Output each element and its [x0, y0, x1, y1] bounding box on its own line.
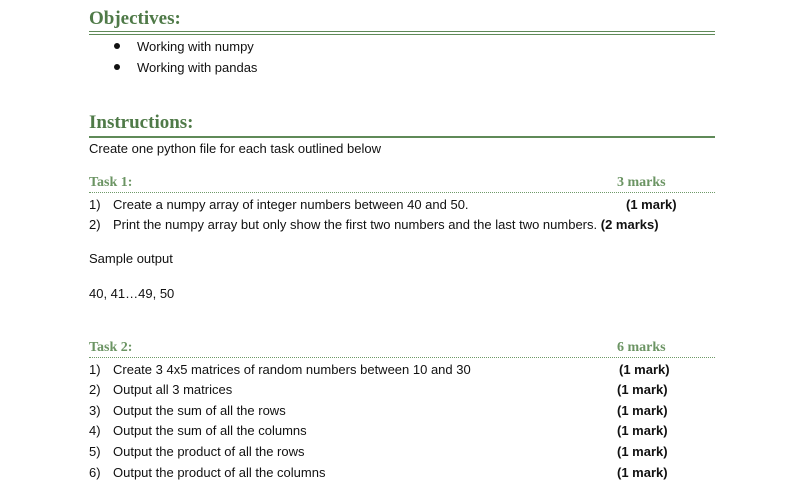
task2-title: Task 2:	[89, 340, 133, 355]
task1-item-mark: (2 marks)	[600, 217, 659, 232]
task1-title: Task 1:	[89, 175, 133, 190]
task2-item-number: 3)	[89, 403, 101, 418]
task1-item-text: Create a numpy array of integer numbers between 40 and 50.	[113, 197, 469, 212]
task1-item-mark: (1 mark)	[626, 197, 677, 212]
task2-item-text: Output the product of all the columns	[113, 465, 326, 480]
objectives-divider	[89, 31, 715, 35]
task2-item-mark: (1 mark)	[617, 465, 668, 480]
task2-item-mark: (1 mark)	[617, 423, 668, 438]
instructions-text: Create one python file for each task outlined below	[89, 141, 381, 156]
task1-divider	[89, 192, 715, 193]
task1-item-number: 2)	[89, 217, 101, 232]
sample-output-label: Sample output	[89, 251, 173, 266]
task2-item-mark: (1 mark)	[617, 444, 668, 459]
task2-item-text: Output the sum of all the rows	[113, 403, 286, 418]
sample-output-value: 40, 41…49, 50	[89, 286, 175, 301]
bullet-icon	[114, 64, 120, 70]
task2-item-text: Output the product of all the rows	[113, 444, 305, 459]
task1-marks: 3 marks	[617, 175, 666, 190]
task2-item-number: 4)	[89, 423, 101, 438]
task2-item-number: 1)	[89, 362, 101, 377]
task2-item-mark: (1 mark)	[617, 403, 668, 418]
task2-item-number: 6)	[89, 465, 101, 480]
task2-item-text: Output the sum of all the columns	[113, 423, 307, 438]
bullet-icon	[114, 43, 120, 49]
task2-item-mark: (1 mark)	[619, 362, 670, 377]
task2-item-text: Output all 3 matrices	[113, 382, 233, 397]
task2-item-number: 5)	[89, 444, 101, 459]
instructions-divider	[89, 136, 715, 138]
task1-item-text	[113, 216, 659, 233]
task2-marks: 6 marks	[617, 340, 666, 355]
objective-item-label: Working with numpy	[137, 39, 254, 54]
task1-item-text-label: Print the numpy array but only show the first two numbers and the last two numbers.	[113, 217, 598, 232]
instructions-heading: Instructions:	[89, 112, 194, 133]
task2-divider	[89, 357, 715, 358]
objective-item-label: Working with pandas	[137, 60, 258, 75]
task2-item-mark: (1 mark)	[617, 382, 668, 397]
task2-item-number: 2)	[89, 382, 101, 397]
task2-item-text: Create 3 4x5 matrices of random numbers between 10 and 30	[113, 362, 471, 377]
task1-item-number: 1)	[89, 197, 101, 212]
objectives-heading: Objectives:	[89, 8, 181, 29]
